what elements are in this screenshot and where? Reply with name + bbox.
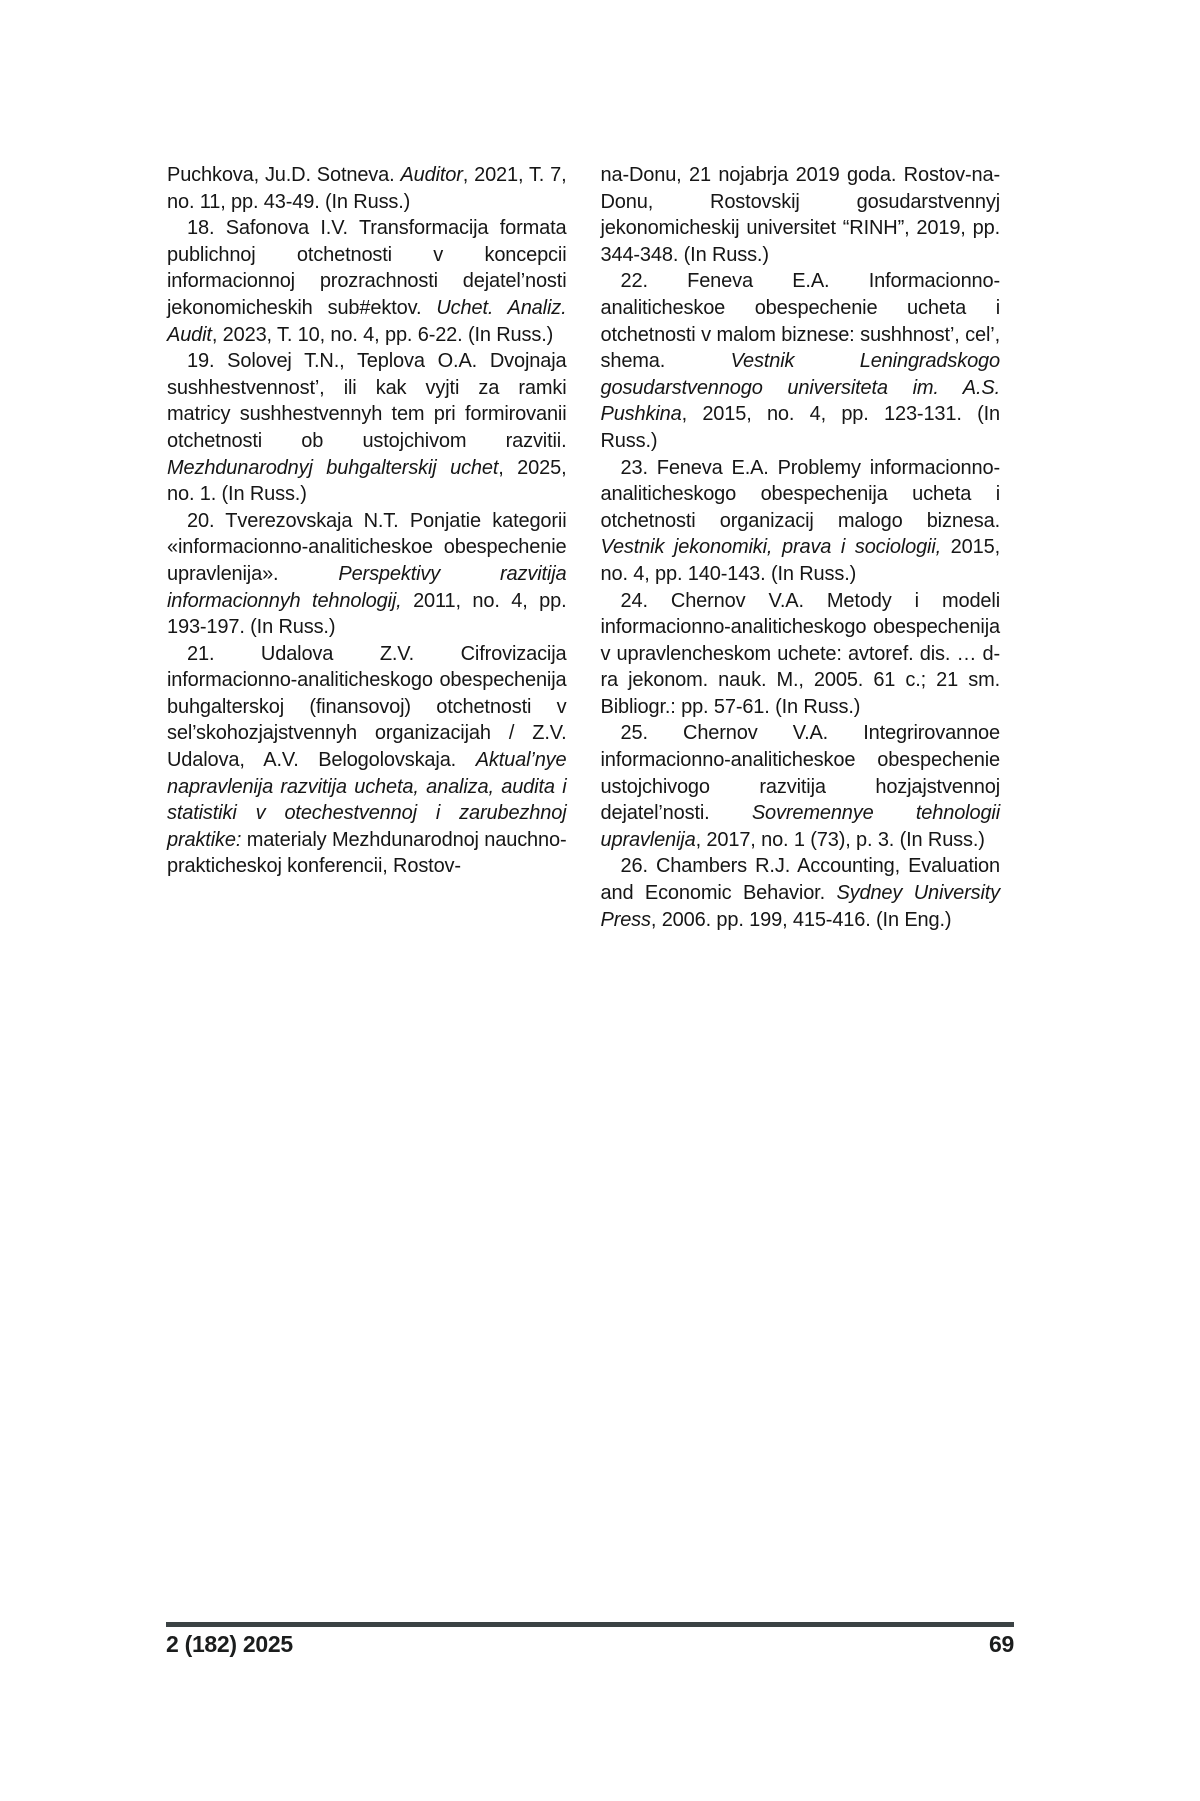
reference-text: 21. Udalova Z.V. Cifrovizacija informacionno-analiticheskogo obespechenija buhgalterskoj (finansovoj) otchetnosti v sel’skohozjajstvennyh organizacijah / Z.V. Udalova, A.V. Belogolovskaja. xyxy=(167,642,567,772)
reference-text: 2015, no. 4, pp. 140-143. (In Russ.) xyxy=(600,536,1000,585)
reference-source-title: Aktual’nye napravlenija razvitija ucheta, analiza, audita i statistiki v otechestvennoj i zarubezhnoj praktike: xyxy=(167,749,567,851)
reference-text: 25. Chernov V.A. Integrirovannoe informacionno-analiticheskoe obespechenie ustojchivogo razvitija hozjajstvennoj dejatel’nosti. xyxy=(600,722,1000,825)
reference-source-title: Uchet. Analiz. Audit xyxy=(167,296,567,346)
reference-text: 18. Safonova I.V. Transformacija formata publichnoj otchetnosti v koncepcii informacionnoj prozrachnosti dejatel’nosti jekonomicheskih sub#ektov. xyxy=(167,217,567,319)
reference-paragraph xyxy=(601,588,1001,721)
reference-text: , 2023, T. 10, no. 4, pp. 6-22. (In Russ.) xyxy=(211,323,554,346)
reference-text: , 2025, no. 1. (In Russ.) xyxy=(167,456,567,506)
reference-text: 20. Tverezovskaja N.T. Ponjatie kategorii «informacionno-analiticheskoe obespechenie upravlenija». xyxy=(167,509,567,585)
page-footer xyxy=(166,1631,1014,1658)
reference-text: 19. Solovej T.N., Teplova O.A. Dvojnaja sushhestvennost’, ili kak vyjti za ramki matricy sushhestvennyh tem pri formirovanii otchetnosti ob ustojchivom razvitii. xyxy=(167,350,567,452)
reference-paragraph xyxy=(601,720,1001,853)
references-column-left xyxy=(167,162,567,933)
reference-text: , 2017, no. 1 (73), p. 3. (In Russ.) xyxy=(695,828,985,851)
reference-text: na-Donu, 21 nojabrja 2019 goda. Rostov-na-Donu, Rostovskij gosudarstvennyj jekonomicheskij universitet “RINH”, 2019, pp. 344-348. (In Russ.) xyxy=(600,164,1000,266)
reference-text: 24. Chernov V.A. Metody i modeli informacionno-analiticheskogo obespechenija v upravlencheskom uchete: avtoref. dis. … d-ra jekonom. nauk. M., 2005. 61 c.; 21 sm. Bibliogr.: pp. 57-61. (In Russ.) xyxy=(600,589,1000,718)
reference-text: 22. Feneva E.A. Informacionno-analiticheskoe obespechenie ucheta i otchetnosti v malom biznese: sushhnost’, cel’, shema. xyxy=(600,270,1000,373)
reference-source-title: Perspektivy razvitija informacionnyh tehnologij, xyxy=(167,562,567,612)
reference-text: 26. Chambers R.J. Accounting, Evaluation and Economic Behavior. xyxy=(600,855,1000,905)
reference-source-title: Sovremennye tehnologii upravlenija xyxy=(600,802,1000,851)
reference-paragraph xyxy=(167,508,567,641)
references-text-block xyxy=(167,162,1000,933)
footer-rule xyxy=(166,1622,1014,1627)
reference-paragraph xyxy=(601,455,1001,588)
reference-paragraph xyxy=(601,268,1001,454)
reference-source-title: Vestnik jekonomiki, prava i sociologii, xyxy=(600,536,942,559)
reference-text: materialy Mezhdunarodnoj nauchno-prakticheskoj konferencii, Rostov- xyxy=(167,828,567,878)
reference-source-title: Auditor xyxy=(400,164,463,186)
reference-text: , 2006. pp. 199, 415-416. (In Eng.) xyxy=(650,908,952,931)
reference-text: 2011, no. 4, pp. 193-197. (In Russ.) xyxy=(167,589,567,639)
reference-paragraph xyxy=(167,641,567,880)
reference-paragraph xyxy=(167,162,567,215)
footer-page-number: 69 xyxy=(989,1631,1014,1657)
references-column-right xyxy=(601,162,1001,933)
reference-source-title: Vestnik Leningradskogo gosudarstvennogo universiteta im. A.S. Pushkina xyxy=(600,350,1000,426)
reference-paragraph xyxy=(601,853,1001,933)
reference-source-title: Mezhdunarodnyj buhgalterskij uchet xyxy=(167,456,499,479)
reference-text: Puchkova, Ju.D. Sotneva. xyxy=(167,164,401,186)
reference-source-title: Sydney University Press xyxy=(600,882,1000,931)
reference-text: , 2015, no. 4, pp. 123-131. (In Russ.) xyxy=(600,403,1000,452)
reference-paragraph xyxy=(167,348,567,508)
reference-paragraph xyxy=(601,162,1001,268)
footer-issue-label: 2 (182) 2025 xyxy=(166,1631,293,1657)
reference-text: 23. Feneva E.A. Problemy informacionno-analiticheskogo obespechenija ucheta i otchetnosti organizacij malogo biznesa. xyxy=(600,456,1000,532)
reference-text: , 2021, T. 7, no. 11, pp. 43-49. (In Russ.) xyxy=(167,164,567,213)
reference-paragraph xyxy=(167,215,567,348)
